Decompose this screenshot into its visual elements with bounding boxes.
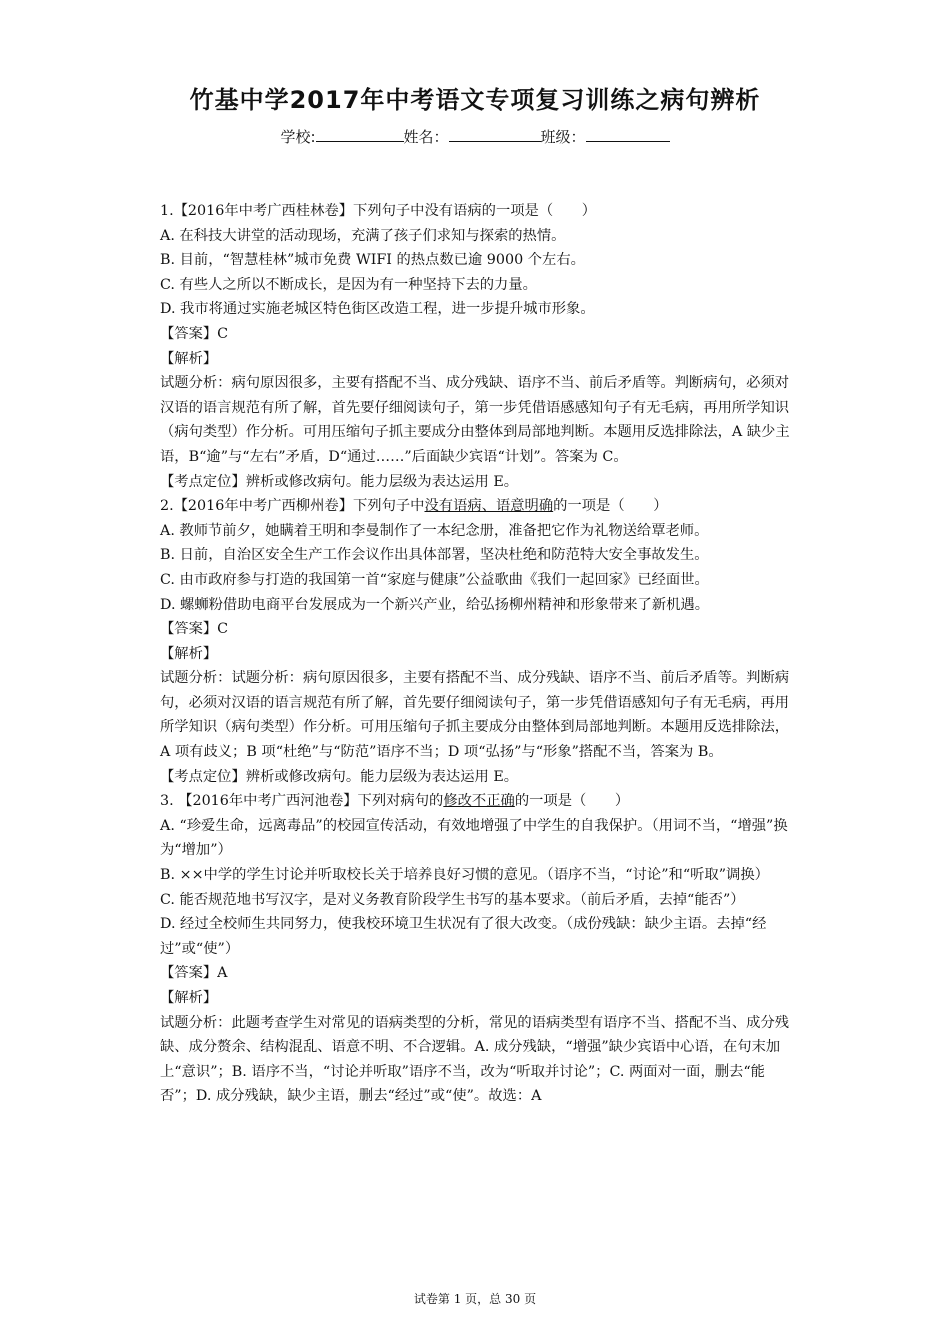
page-title: 竹基中学2017年中考语文专项复习训练之病句辨析 [189,86,761,114]
question-1-kaodian: 【考点定位】辨析或修改病句。能力层级为表达运用 E。 [160,473,519,490]
question-3-analysis-label: 【解析】 [160,990,218,1006]
class-blank [586,127,670,142]
question-1-stem: 1.【2016年中考广西桂林卷】下列句子中没有语病的一项是（ ） [160,203,597,219]
question-1-option-c: C. 有些人之所以不断成长，是因为有一种坚持下去的力量。 [160,276,537,293]
name-label: 姓名： [403,128,449,146]
question-list [160,199,795,1109]
question-2-stem-pre: 2.【2016年中考广西柳州卷】下列句子中 [160,498,425,515]
class-label: 班级： [540,128,586,146]
question-3-answer: 【答案】A [160,965,228,982]
name-blank [449,127,541,142]
question-3-option-c: C. 能否规范地书写汉字，是对义务教育阶段学生书写的基本要求。（前后矛盾，去掉“能否”） [160,891,745,908]
school-blank [316,127,404,142]
question-2-analysis-label: 【解析】 [160,645,218,662]
question-2-kaodian: 【考点定位】辨析或修改病句。能力层级为表达运用 E。 [160,768,519,785]
question-1-option-d: D. 我市将通过实施老城区特色街区改造工程，进一步提升城市形象。 [160,301,595,318]
student-info-line [0,126,950,147]
question-2-stem-post: 的一项是（ ） [553,498,668,515]
question-3-option-b: B. ××中学的学生讨论并听取校长关于培养良好习惯的意见。（语序不当，“讨论”和“听取”调换） [160,867,769,884]
question-2-answer: 【答案】C [160,621,229,638]
question-1-analysis: 试题分析：病句原因很多，主要有搭配不当、成分残缺、语序不当、前后矛盾等。判断病句，必须对汉语的语言规范有所了解，首先要仔细阅读句子，第一步凭借语感感知句子有无毛病，再用所学知识（病句类型）作分析。可用压缩句子抓主要成分由整体到局部地判断。本题用反选排除法，A 缺少主语，B“逾”与“左右”矛盾，D“通过……”后面缺少宾语“计划”。答案为 C。 [160,375,790,465]
question-1-answer: 【答案】C [160,325,229,342]
question-1-option-b: B. 目前，“智慧桂林”城市免费 WIFI 的热点数已逾 9000 个左右。 [160,252,585,269]
question-3-stem-underlined: 修改不正确 [443,793,515,810]
question-2-option-b: B. 日前，自治区安全生产工作会议作出具体部署，坚决杜绝和防范特大安全事故发生。 [160,547,709,564]
school-label: 学校: [280,128,316,146]
question-3-option-a: A. “珍爱生命，远离毒品”的校园宣传活动，有效地增强了中学生的自我保护。（用词不当，“增强”换为“增加”） [160,817,788,859]
question-2-option-d: D. 螺蛳粉借助电商平台发展成为一个新兴产业，给弘扬柳州精神和形象带来了新机遇。 [160,596,710,613]
question-2-option-c: C. 由市政府参与打造的我国第一首“家庭与健康”公益歌曲《我们一起回家》已经面世。 [160,571,709,588]
question-2-stem-underlined: 没有语病、语意明确 [424,498,554,515]
question-2-analysis: 试题分析：试题分析：病句原因很多，主要有搭配不当、成分残缺、语序不当、前后矛盾等。判断病句，必须对汉语的语言规范有所了解，首先要仔细阅读句子，第一步凭借语感知句子有无毛病，再用所学知识（病句类型）作分析。可用压缩句子抓主要成分由整体到局部地判断。本题用反选排除法，A 项有歧义；B 项“杜绝”与“防范”语序不当；D 项“弘扬”与“形象”搭配不当，答案为 B。 [160,670,790,761]
question-3-stem-post: 的一项是（ ） [514,793,630,810]
question-1-analysis-label: 【解析】 [160,350,218,367]
page-footer: 试卷第 1 页，总 30 页 [413,1292,537,1306]
question-3-option-d: D. 经过全校师生共同努力，使我校环境卫生状况有了很大改变。（成份残缺：缺少主语。去掉“经过”或“使”） [160,916,767,957]
question-3-stem [160,789,795,814]
question-2-option-a: A. 教师节前夕，她瞒着王明和李曼制作了一本纪念册，准备把它作为礼物送给覃老师。 [160,522,709,539]
question-3-stem-pre: 3. 【2016年中考广西河池卷】下列对病句的 [160,793,444,810]
question-2-stem [160,494,795,519]
question-1-option-a: A. 在科技大讲堂的活动现场，充满了孩子们求知与探索的热情。 [160,227,566,244]
question-3-analysis: 试题分析：此题考查学生对常见的语病类型的分析，常见的语病类型有语序不当、搭配不当、成分残缺、成分赘余、结构混乱、语意不明、不合逻辑。A. 成分残缺，“增强”缺少宾语中心语，在句末加上“意识”；B. 语序不当，“讨论并听取”语序不当，改为“听取并讨论”；C. 两面对一面，删去“能否”；D. 成分残缺，缺少主语，删去“经过”或“使”。故选：A [160,1014,790,1105]
